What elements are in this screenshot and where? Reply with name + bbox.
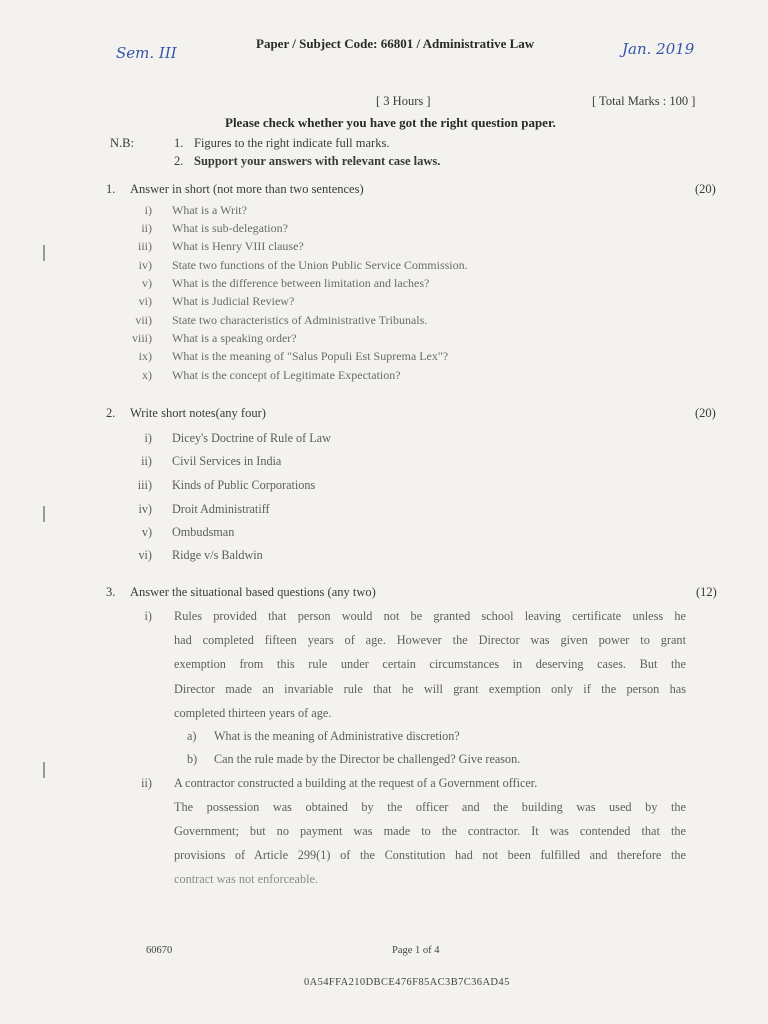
scenario-line: contract was not enforceable. (174, 872, 319, 886)
item-number: i) (144, 203, 152, 217)
item-number: ii) (141, 221, 152, 235)
item-number: ix) (138, 349, 152, 363)
question-number: 1. (106, 182, 116, 196)
scenario-line: had completed fifteen years of age. However the Director was given power to grant (174, 633, 686, 647)
nb-label: N.B: (110, 136, 134, 150)
exam-duration: [ 3 Hours ] (376, 94, 431, 108)
list-item: What is the difference between limitation and laches? (172, 276, 430, 290)
check-notice: Please check whether you have got the right question paper. (225, 115, 556, 130)
nb-item-number: 2. (174, 154, 184, 168)
nb-item-text: Support your answers with relevant case laws. (194, 154, 441, 168)
item-number: iii) (137, 478, 152, 492)
item-number: iv) (138, 502, 152, 516)
paper-number: 60670 (146, 945, 173, 956)
page-number: Page 1 of 4 (392, 945, 440, 956)
list-item: Kinds of Public Corporations (172, 478, 316, 492)
item-number: vi) (138, 548, 152, 562)
question-number: 2. (106, 406, 116, 420)
item-number: vi) (138, 294, 152, 308)
item-number: viii) (132, 331, 152, 345)
list-item: Ombudsman (172, 525, 235, 539)
nb-item-text: Figures to the right indicate full marks. (194, 136, 390, 150)
item-number: v) (142, 276, 152, 290)
list-item: What is the meaning of "Salus Populi Est Suprema Lex"? (172, 349, 449, 363)
paper-code-title: Paper / Subject Code: 66801 / Administrative Law (256, 36, 535, 51)
scan-mark (43, 506, 45, 522)
item-number: vii) (135, 313, 152, 327)
list-item: State two functions of the Union Public Service Commission. (172, 258, 468, 272)
scan-mark (43, 245, 45, 261)
scenario-line: The possession was obtained by the officer and the building was used by the (174, 800, 686, 814)
item-number: i) (144, 431, 152, 445)
scenario-line: Director made an invariable rule that he will grant exemption only if the person has (174, 682, 686, 696)
list-item: Droit Administratiff (172, 502, 270, 516)
scan-mark (43, 762, 45, 778)
total-marks: [ Total Marks : 100 ] (592, 94, 696, 108)
list-item: What is sub-delegation? (172, 221, 288, 235)
part-text: Can the rule made by the Director be challenged? Give reason. (214, 752, 521, 766)
list-item: Civil Services in India (172, 454, 282, 468)
scenario-line: provisions of Article 299(1) of the Constitution had not been fulfilled and therefore the (174, 848, 686, 862)
question-title: Answer the situational based questions (any two) (130, 585, 376, 599)
list-item: Dicey's Doctrine of Rule of Law (172, 431, 331, 445)
scenario-line: Rules provided that person would not be granted school leaving certificate unless he (174, 609, 686, 623)
handwritten-semester: Sem. III (116, 44, 177, 62)
part-text: What is the meaning of Administrative discretion? (214, 729, 460, 743)
scenario-line: completed thirteen years of age. (174, 706, 332, 720)
question-marks: (12) (696, 585, 717, 599)
list-item: What is Judicial Review? (172, 294, 295, 308)
item-number: v) (141, 525, 152, 539)
question-marks: (20) (695, 406, 716, 420)
list-item: State two characteristics of Administrative Tribunals. (172, 313, 428, 327)
item-number: x) (142, 368, 152, 382)
list-item: What is a speaking order? (172, 331, 297, 345)
handwritten-date: Jan. 2019 (622, 40, 695, 58)
part-label: b) (187, 752, 198, 766)
scenario-line: Government; but no payment was made to the contractor. It was contended that the (174, 824, 686, 838)
scenario-line: A contractor constructed a building at the request of a Government officer. (174, 776, 538, 790)
list-item: What is the concept of Legitimate Expectation? (172, 368, 401, 382)
list-item: What is a Writ? (172, 203, 247, 217)
question-title: Answer in short (not more than two sentences) (130, 182, 364, 196)
item-number: iii) (138, 239, 152, 253)
item-number: ii) (141, 776, 152, 790)
item-number: ii) (141, 454, 152, 468)
question-marks: (20) (695, 182, 716, 196)
list-item: What is Henry VIII clause? (172, 239, 304, 253)
document-hash: 0A54FFA210DBCE476F85AC3B7C36AD45 (304, 977, 510, 988)
item-number: i) (144, 609, 152, 623)
list-item: Ridge v/s Baldwin (172, 548, 263, 562)
item-number: iv) (138, 258, 152, 272)
scenario-line: exemption from this rule under certain circumstances in deserving cases. But the (174, 657, 686, 671)
part-label: a) (187, 729, 197, 743)
nb-item-number: 1. (174, 136, 184, 150)
question-number: 3. (106, 585, 116, 599)
question-title: Write short notes(any four) (130, 406, 266, 420)
